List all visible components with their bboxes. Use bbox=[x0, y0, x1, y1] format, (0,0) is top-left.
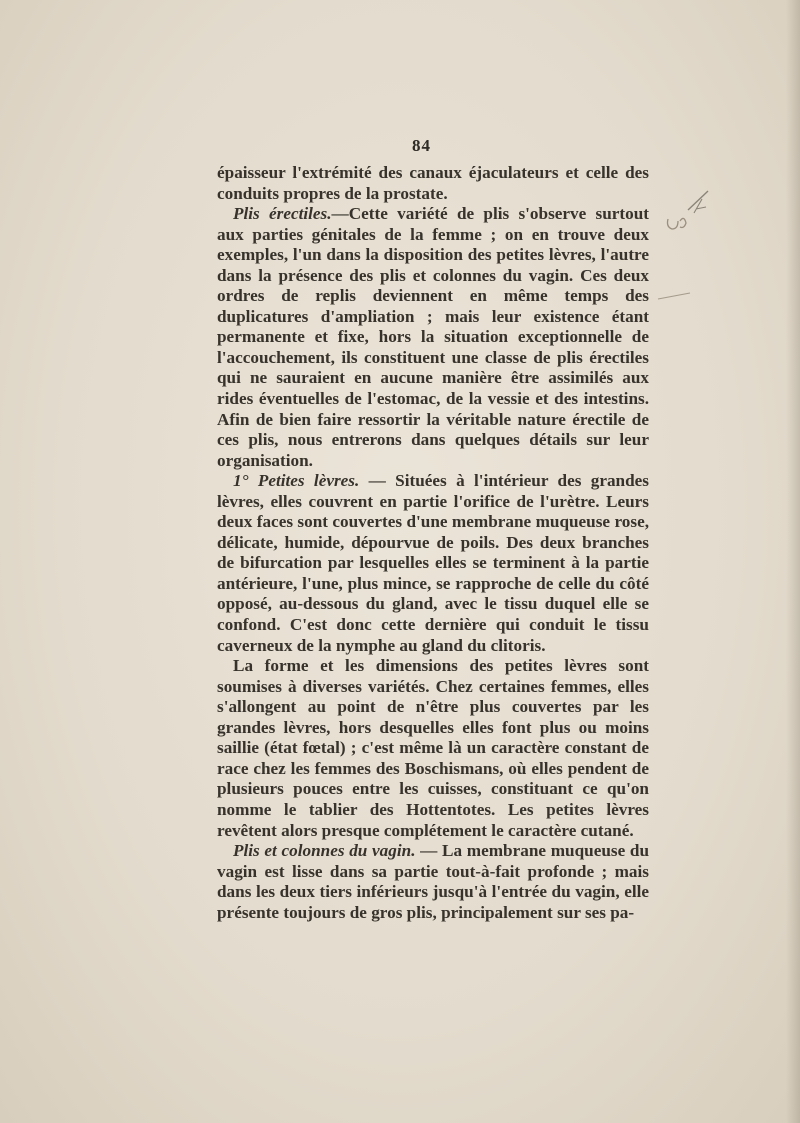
paragraph-3-heading: 1° Petites lèvres. bbox=[233, 471, 360, 491]
paragraph-5-body: — La membrane muqueuse du vagin est lisse dans sa partie tout-à-fait profonde ; mais dans les deux tiers inférieurs jusqu'à l'entrée du vagin, elle présente toujours de gros plis, principalement sur ses pa- bbox=[217, 841, 649, 922]
page-number: 84 bbox=[412, 136, 431, 155]
paragraph-3-body: — Situées à l'intérieur des grandes lèvres, elles couvrent en partie l'orifice de l'urètre. Leurs deux faces sont couvertes d'une membrane muqueuse rose, délicate, humide, dépourvue de poils. Des deux branches de bifurcation par lesquelles elles se terminent à la partie antérieure, l'une, plus mince, se rapproche de celle du côté opposé, au-dessous du gland, avec le tissu duquel elle se confond. C'est donc cette dernière qui conduit le tissu caverneux de la nymphe au gland du clitoris. bbox=[217, 471, 649, 655]
paragraph-2-heading: Plis érectiles. bbox=[233, 204, 332, 224]
paragraph-2 bbox=[217, 204, 649, 471]
paragraph-4 bbox=[217, 656, 649, 841]
body-text bbox=[217, 163, 649, 923]
pencil-margin-mark bbox=[650, 185, 720, 315]
page-edge-shadow bbox=[786, 0, 800, 1123]
paragraph-4-body: La forme et les dimensions des petites lèvres sont soumises à diverses variétés. Chez certaines femmes, elles s'allongent au point de n'être plus couvertes par les grandes lèvres, hors desquelles elles font plus ou moins saillie (état fœtal) ; c'est même là un caractère constant de race chez les femmes des Boschismans, où elles pendent de plusieurs pouces entre les cuisses, constituant ce qu'on nomme le tablier des Hottentotes. Les petites lèvres revêtent alors presque complétement le caractère cutané. bbox=[217, 656, 649, 840]
paragraph-3 bbox=[217, 471, 649, 656]
paragraph-5-heading: Plis et colonnes du vagin. bbox=[233, 841, 416, 861]
paragraph-1 bbox=[217, 163, 649, 204]
paragraph-2-body: —Cette variété de plis s'observe surtout aux parties génitales de la femme ; on en trouve deux exemples, l'un dans la disposition des petites lèvres, l'autre dans la présence des plis et colonnes du vagin. Ces deux ordres de replis deviennent en même temps des duplicatures d'ampliation ; mais leur existence étant permanente et fixe, hors la situation exceptionnelle de l'accouchement, ils constituent une classe de plis érectiles qui ne sauraient en aucune manière être assimilés aux rides éventuelles de l'estomac, de la vessie et des intestins. Afin de bien faire ressortir la véritable nature érectile de ces plis, nous entrerons dans quelques détails sur leur organisation. bbox=[217, 204, 649, 470]
paragraph-1-body: épaisseur l'extrémité des canaux éjaculateurs et celle des conduits propres de la prostate. bbox=[217, 163, 649, 203]
paragraph-5 bbox=[217, 841, 649, 923]
